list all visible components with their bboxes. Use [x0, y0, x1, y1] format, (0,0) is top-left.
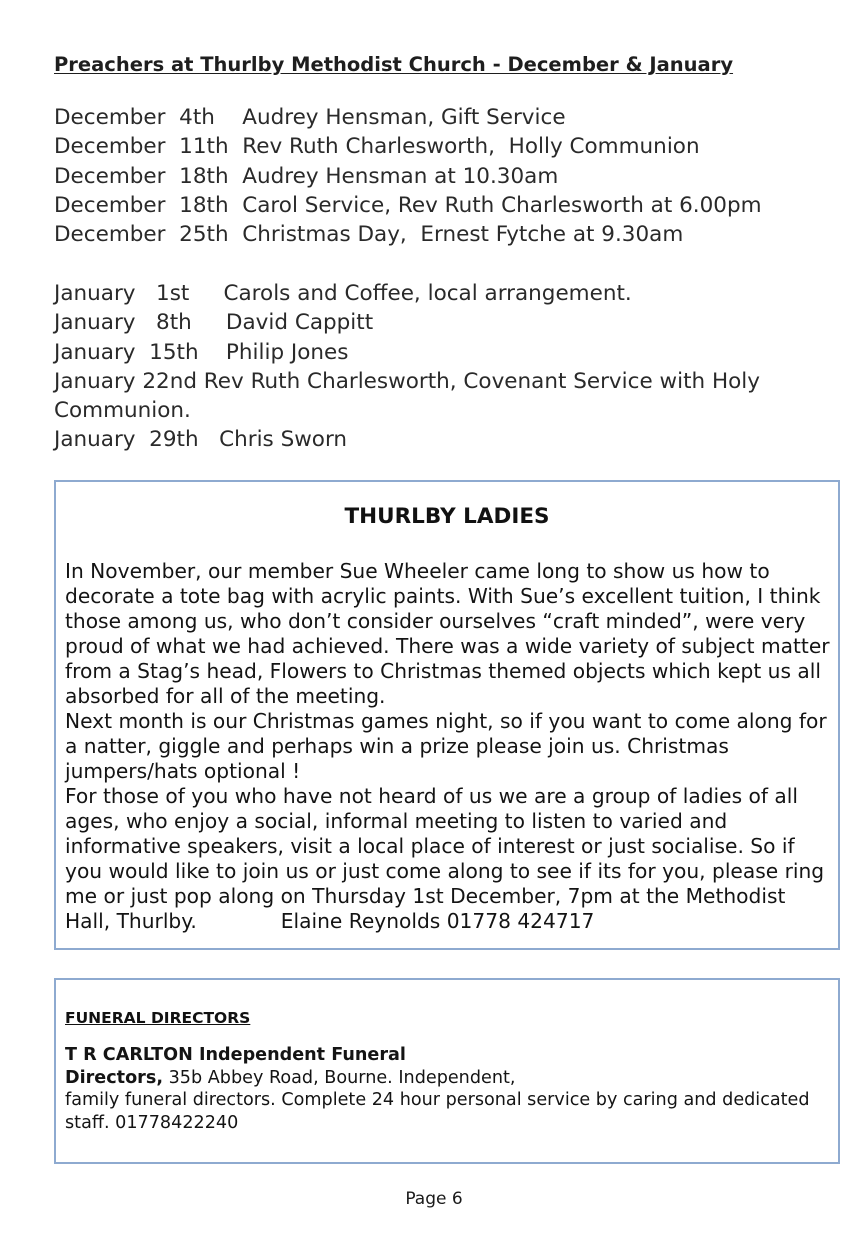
schedule-entry: December 25th Christmas Day, Ernest Fytche at 9.30am — [54, 222, 684, 248]
funeral-advert — [65, 1044, 825, 1134]
schedule-entry: December 18th Audrey Hensman at 10.30am — [54, 163, 559, 189]
december-schedule — [54, 103, 844, 249]
page-title: Preachers at Thurlby Methodist Church - December & January — [54, 53, 734, 76]
page-number: Page 6 — [405, 1189, 463, 1209]
schedule-entry: January 8th David Cappitt — [54, 310, 374, 336]
business-name: T R CARLTON Independent Funeral — [65, 1045, 406, 1065]
article-paragraph — [65, 784, 833, 934]
contact-details: Elaine Reynolds 01778 424717 — [280, 909, 595, 933]
january-schedule — [54, 279, 844, 455]
funeral-directors-panel — [54, 978, 840, 1164]
schedule-entry: January 22nd Rev Ruth Charlesworth, Covenant Service with Holy Communion. — [54, 368, 760, 424]
section-heading: FUNERAL DIRECTORS — [65, 1009, 251, 1027]
schedule-entry: December 18th Carol Service, Rev Ruth Charlesworth at 6.00pm — [54, 192, 762, 218]
schedule-entry: January 1st Carols and Coffee, local arrangement. — [54, 281, 632, 306]
article-paragraph: Next month is our Christmas games night, so if you want to come along for a natter, giggle and perhaps win a prize please join us. Christmas jumpers/hats optional ! — [65, 709, 827, 783]
ladies-article — [65, 559, 833, 934]
schedule-entry: January 15th Philip Jones — [54, 339, 349, 365]
business-address: 35b Abbey Road, Bourne. Independent, — [163, 1067, 516, 1088]
thurlby-ladies-panel — [54, 480, 840, 950]
business-name-cont: Directors, — [65, 1067, 164, 1088]
schedule-entry: December 11th Rev Ruth Charlesworth, Holly Communion — [54, 134, 700, 160]
schedule-entry: December 4th Audrey Hensman, Gift Service — [54, 105, 566, 130]
article-text: For those of you who have not heard of us we are a group of ladies of all ages, who enjoy a social, informal meeting to listen to varied and informative speakers, visit a local place of interest or just socialise. So if you would like to join us or just come along to see if its for you, please ring me or just pop along on Thursday 1st December, 7pm at the Methodist Hall, Thurlby. — [65, 784, 825, 933]
schedule-entry: January 29th Chris Sworn — [54, 427, 348, 453]
article-paragraph: In November, our member Sue Wheeler came long to show us how to decorate a tote bag with acrylic paints. With Sue’s excellent tuition, I think those among us, who don’t consider ourselves “craft minded”, were very proud of what we had achieved. There was a wide variety of subject matter from a Stag’s head, Flowers to Christmas themed objects which kept us all absorbed for all of the meeting. — [65, 559, 830, 708]
advert-line — [65, 1067, 825, 1090]
section-heading: THURLBY LADIES — [344, 504, 550, 529]
business-description: family funeral directors. Complete 24 hour personal service by caring and dedicated staff. 01778422240 — [65, 1090, 810, 1133]
